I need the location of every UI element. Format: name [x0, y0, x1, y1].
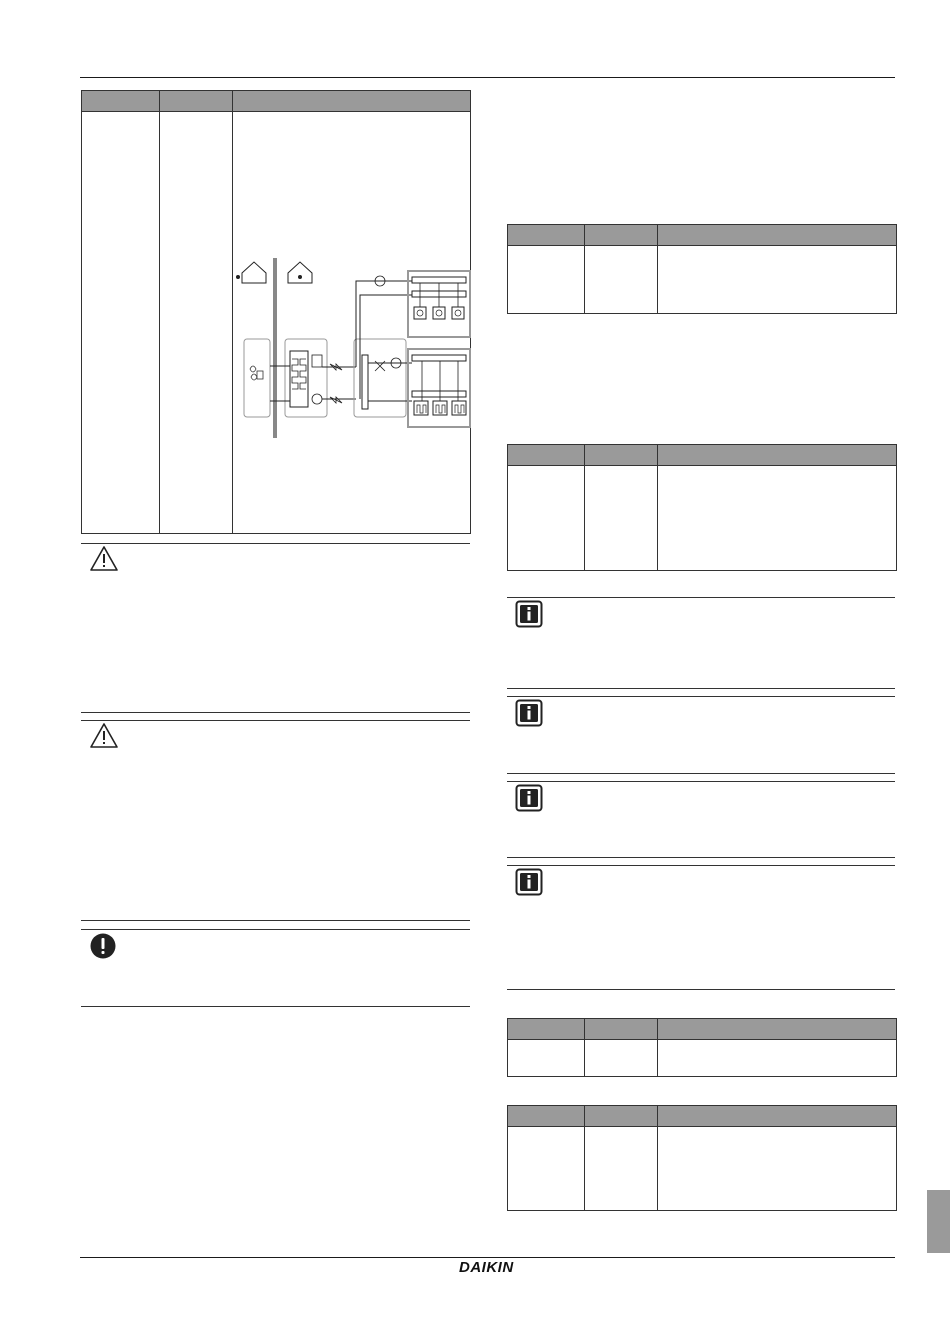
system-layout-diagram [232, 251, 472, 451]
column-separator [584, 1106, 585, 1210]
column-separator [657, 1106, 658, 1210]
pump-icon [312, 394, 322, 404]
notice-note-bottom-rule [81, 1006, 470, 1007]
info-note-2-rule-a [507, 688, 895, 689]
radiator-icon [414, 361, 466, 415]
info-note-3-rule-a [507, 773, 895, 774]
info-note-4-rule-a [507, 857, 895, 858]
warning-triangle-icon [89, 722, 119, 750]
column-separator [159, 91, 160, 533]
column-separator [657, 445, 658, 570]
column-separator [584, 1019, 585, 1076]
valve-icon [330, 364, 342, 403]
right-table-1 [507, 224, 897, 314]
right-table-3 [507, 1018, 897, 1077]
daikin-logo: DAIKIN [459, 1259, 514, 1276]
table-header [508, 445, 896, 466]
notice-note-rule-b [81, 929, 470, 930]
right-table-4 [507, 1105, 897, 1211]
info-note-3-rule-b [507, 781, 895, 782]
warning-triangle-icon [89, 545, 119, 573]
info-note-bottom-rule [507, 989, 895, 990]
backup-heater-icon [312, 355, 322, 367]
chapter-side-tab [927, 1190, 950, 1253]
info-note-2-rule-b [507, 696, 895, 697]
info-note-1-rule [507, 597, 895, 598]
table-header [508, 1106, 896, 1127]
info-icon [515, 784, 543, 812]
fan-icon [250, 366, 263, 380]
info-icon [515, 699, 543, 727]
notice-note-rule-a [81, 920, 470, 921]
footer-rule [80, 1257, 895, 1258]
info-note-4-rule-b [507, 865, 895, 866]
heat-exchanger-icon [290, 351, 308, 407]
info-icon [515, 868, 543, 896]
header-rule [80, 77, 895, 78]
left-settings-table [81, 90, 471, 534]
wall-line [273, 258, 277, 438]
outdoor-house-icon [236, 262, 266, 283]
exclamation-circle-icon [89, 932, 117, 960]
warning-note-1-rule [81, 543, 470, 544]
right-table-2 [507, 444, 897, 571]
warning-note-2-rule-a [81, 712, 470, 713]
table-header [82, 91, 470, 112]
column-separator [657, 1019, 658, 1076]
column-separator [584, 445, 585, 570]
table-header [508, 225, 896, 246]
table-header [508, 1019, 896, 1040]
indoor-house-icon [288, 262, 312, 283]
fan-coil-icon [414, 283, 464, 319]
info-icon [515, 600, 543, 628]
column-separator [584, 225, 585, 313]
warning-note-2-rule-b [81, 720, 470, 721]
column-separator [657, 225, 658, 313]
